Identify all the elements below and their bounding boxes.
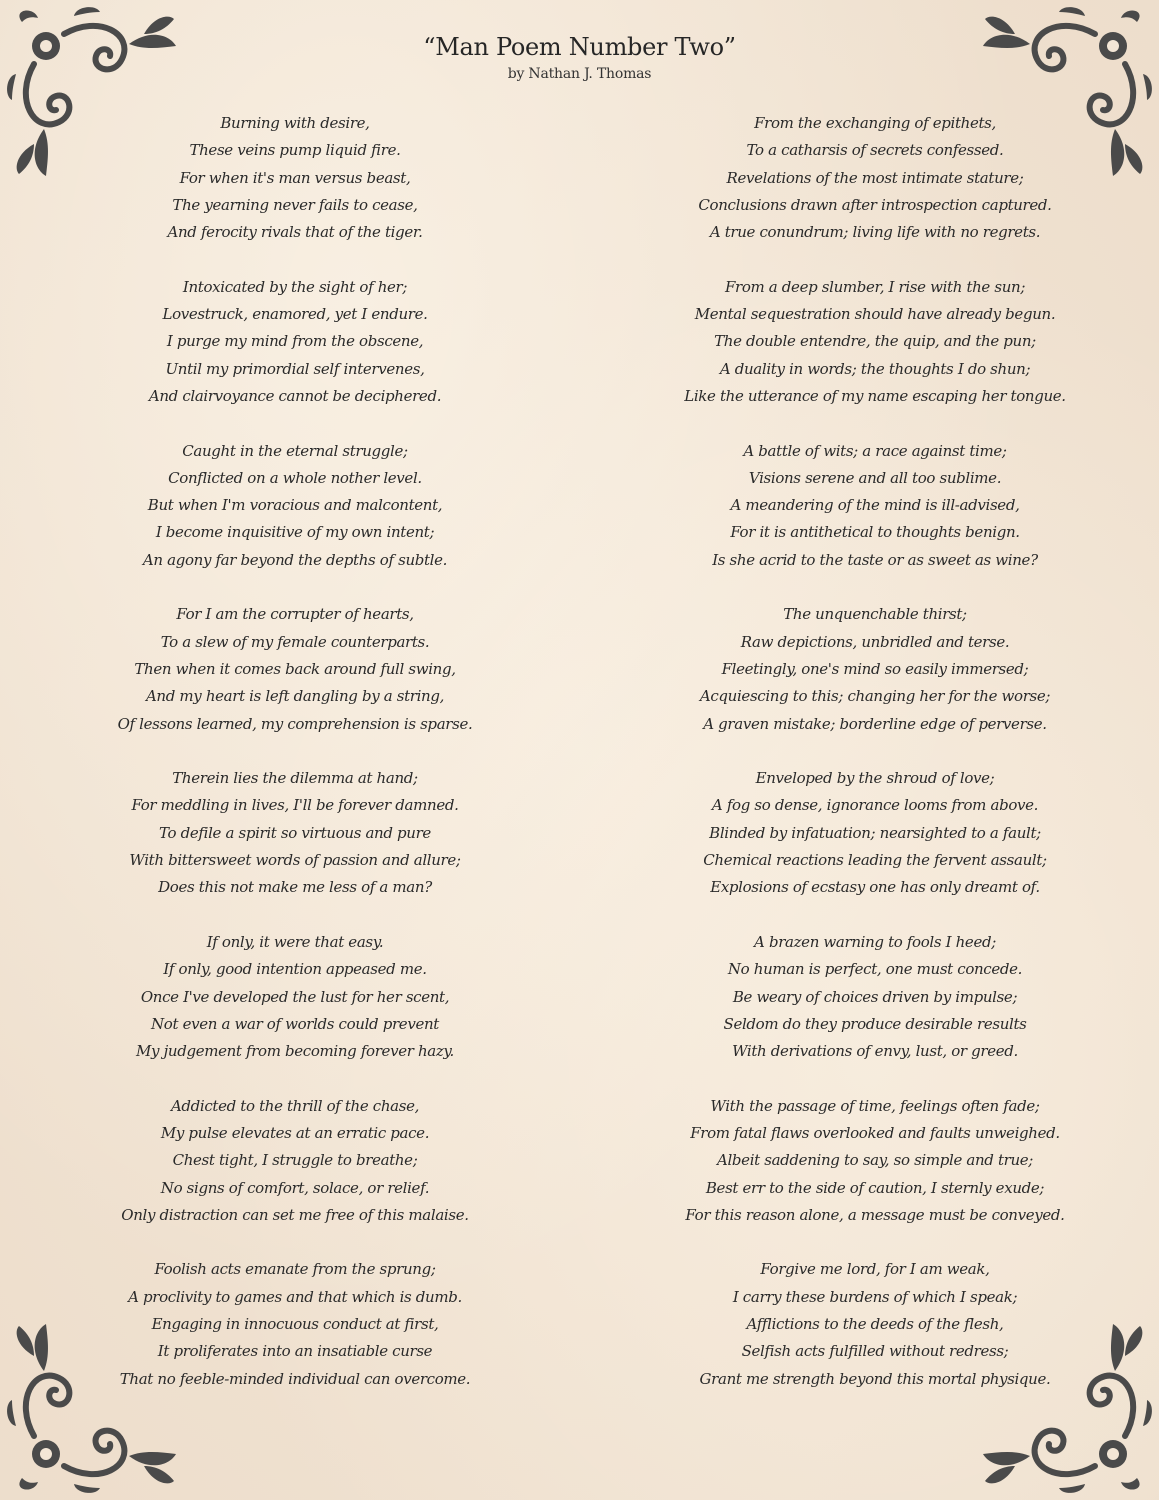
stanza [680, 438, 1070, 574]
poem-line: That no feeble-minded individual can overcome. [119, 1369, 471, 1388]
poem-line: Forgive me lord, for I am weak, [760, 1260, 990, 1279]
poem-header [0, 30, 1159, 84]
poem-line: Until my primordial self intervenes, [165, 359, 425, 378]
stanza [680, 274, 1070, 410]
poem-line: But when I'm voracious and malcontent, [147, 496, 443, 515]
poem-line: From fatal flaws overlooked and faults unweighed. [690, 1123, 1060, 1142]
poem-line: Therein lies the dilemma at hand; [172, 769, 418, 788]
poem-line: Blinded by infatuation; nearsighted to a fault; [709, 823, 1041, 842]
poem-line: Like the utterance of my name escaping her tongue. [684, 386, 1066, 405]
poem-line: Burning with desire, [220, 114, 370, 132]
poem-line: Revelations of the most intimate stature; [726, 168, 1024, 187]
poem-line: Addicted to the thrill of the chase, [170, 1096, 420, 1115]
poem-line: Only distraction can set me free of this malaise. [121, 1205, 469, 1224]
poem-line: Conclusions drawn after introspection captured. [698, 195, 1052, 214]
poem-line: To a slew of my female counterparts. [160, 632, 430, 651]
poem-line: For meddling in lives, I'll be forever damned. [131, 796, 459, 815]
poem-line: Foolish acts emanate from the sprung; [154, 1260, 436, 1279]
poem-line: And clairvoyance cannot be deciphered. [148, 386, 442, 405]
poem-line: If only, good intention appeased me. [163, 960, 427, 979]
poem-line: To a catharsis of secrets confessed. [746, 141, 1004, 160]
stanza [110, 765, 480, 901]
poem-line: A battle of wits; a race against time; [743, 441, 1007, 460]
stanza [110, 110, 480, 246]
poem-line: From the exchanging of epithets, [754, 114, 996, 132]
poem-line: Then when it comes back around full swing, [134, 659, 456, 678]
poem-line: My judgement from becoming forever hazy. [136, 1042, 454, 1061]
poem-line: The unquenchable thirst; [783, 605, 967, 624]
poem-line: I carry these burdens of which I speak; [732, 1287, 1018, 1306]
poem-line: For it is antithetical to thoughts benign. [730, 523, 1020, 542]
poem-line: I purge my mind from the obscene, [166, 332, 424, 351]
stanza [110, 1093, 480, 1229]
poem-author: by Nathan J. Thomas [507, 66, 652, 82]
poem-line: Be weary of choices driven by impulse; [732, 987, 1018, 1006]
stanza [680, 110, 1070, 246]
poem-line: Visions serene and all too sublime. [748, 468, 1002, 487]
stanza [110, 438, 480, 574]
poem-line: For when it's man versus beast, [179, 168, 411, 187]
poem-line: A fog so dense, ignorance looms from above. [711, 796, 1039, 815]
poem-line: A duality in words; the thoughts I do shun; [719, 359, 1031, 378]
right-column [680, 110, 1070, 1420]
poem-line: From a deep slumber, I rise with the sun; [724, 277, 1026, 296]
poem-line: Lovestruck, enamored, yet I endure. [162, 305, 428, 324]
poem-line: A proclivity to games and that which is dumb. [128, 1287, 462, 1306]
poem-line: Seldom do they produce desirable results [723, 1014, 1027, 1033]
stanza [680, 1256, 1070, 1392]
poem-line: A true conundrum; living life with no regrets. [709, 223, 1041, 242]
poem-line: And my heart is left dangling by a string, [145, 687, 445, 706]
stanza [110, 929, 480, 1065]
poem-line: Not even a war of worlds could prevent [151, 1014, 439, 1033]
poem-line: Grant me strength beyond this mortal physique. [699, 1369, 1051, 1388]
poem-line: To defile a spirit so virtuous and pure [159, 823, 431, 842]
poem-line: A brazen warning to fools I heed; [754, 932, 996, 951]
poem-line: Best err to the side of caution, I sternly exude; [705, 1178, 1045, 1197]
poem-line: Albeit saddening to say, so simple and true; [716, 1151, 1034, 1170]
stanza [110, 1256, 480, 1392]
left-column [110, 110, 480, 1420]
poem-line: The yearning never fails to cease, [172, 195, 418, 214]
poem-line: Conflicted on a whole nother level. [168, 468, 422, 487]
stanza [680, 601, 1070, 737]
poem-line: A meandering of the mind is ill-advised, [730, 496, 1020, 515]
poem-line: Engaging in innocuous conduct at first, [151, 1315, 439, 1334]
poem-title: “Man Poem Number Two” [423, 33, 736, 61]
poem-line: Once I've developed the lust for her scent, [140, 987, 450, 1006]
poem-line: Fleetingly, one's mind so easily immersed; [721, 659, 1029, 678]
poem-line: For I am the corrupter of hearts, [176, 605, 414, 624]
poem-line: With derivations of envy, lust, or greed. [732, 1042, 1018, 1061]
stanza [680, 929, 1070, 1065]
poem-line: No signs of comfort, solace, or relief. [160, 1178, 430, 1197]
poem-line: The double entendre, the quip, and the pun; [714, 332, 1036, 351]
poem-line: No human is perfect, one must concede. [727, 960, 1023, 979]
poem-line: These veins pump liquid fire. [189, 141, 401, 160]
poem-line: My pulse elevates at an erratic pace. [160, 1123, 430, 1142]
poem-line: It proliferates into an insatiable curse [157, 1342, 433, 1361]
poem-line: For this reason alone, a message must be conveyed. [685, 1205, 1065, 1224]
poem-line: Enveloped by the shroud of love; [755, 769, 995, 788]
poem-line: And ferocity rivals that of the tiger. [167, 223, 423, 242]
poem-line: With bittersweet words of passion and allure; [129, 851, 461, 870]
stanza [110, 601, 480, 737]
poem-line: Chest tight, I struggle to breathe; [172, 1151, 418, 1170]
poem-line: Chemical reactions leading the fervent assault; [703, 851, 1047, 870]
poem-line: Does this not make me less of a man? [158, 878, 432, 897]
poem-line: I become inquisitive of my own intent; [155, 523, 435, 542]
poem-line: Caught in the eternal struggle; [182, 441, 408, 460]
poem-line: Explosions of ecstasy one has only dreamt of. [710, 878, 1040, 897]
poem-line: Selfish acts fulfilled without redress; [741, 1342, 1009, 1361]
poem-line: Is she acrid to the taste or as sweet as wine? [712, 550, 1038, 569]
stanza [680, 765, 1070, 901]
poem-line: Afflictions to the deeds of the flesh, [746, 1315, 1004, 1334]
poem-line: Raw depictions, unbridled and terse. [740, 632, 1010, 651]
stanza [680, 1093, 1070, 1229]
poem-line: A graven mistake; borderline edge of perverse. [703, 714, 1047, 733]
poem-line: With the passage of time, feelings often fade; [710, 1096, 1040, 1115]
poem-line: If only, it were that easy. [206, 932, 384, 951]
poem-line: Acquiescing to this; changing her for the worse; [699, 687, 1051, 706]
poem-line: Intoxicated by the sight of her; [182, 277, 408, 296]
stanza [110, 274, 480, 410]
poem-line: An agony far beyond the depths of subtle. [142, 550, 448, 569]
poem-line: Mental sequestration should have already begun. [694, 305, 1056, 324]
poem-line: Of lessons learned, my comprehension is sparse. [117, 714, 473, 733]
